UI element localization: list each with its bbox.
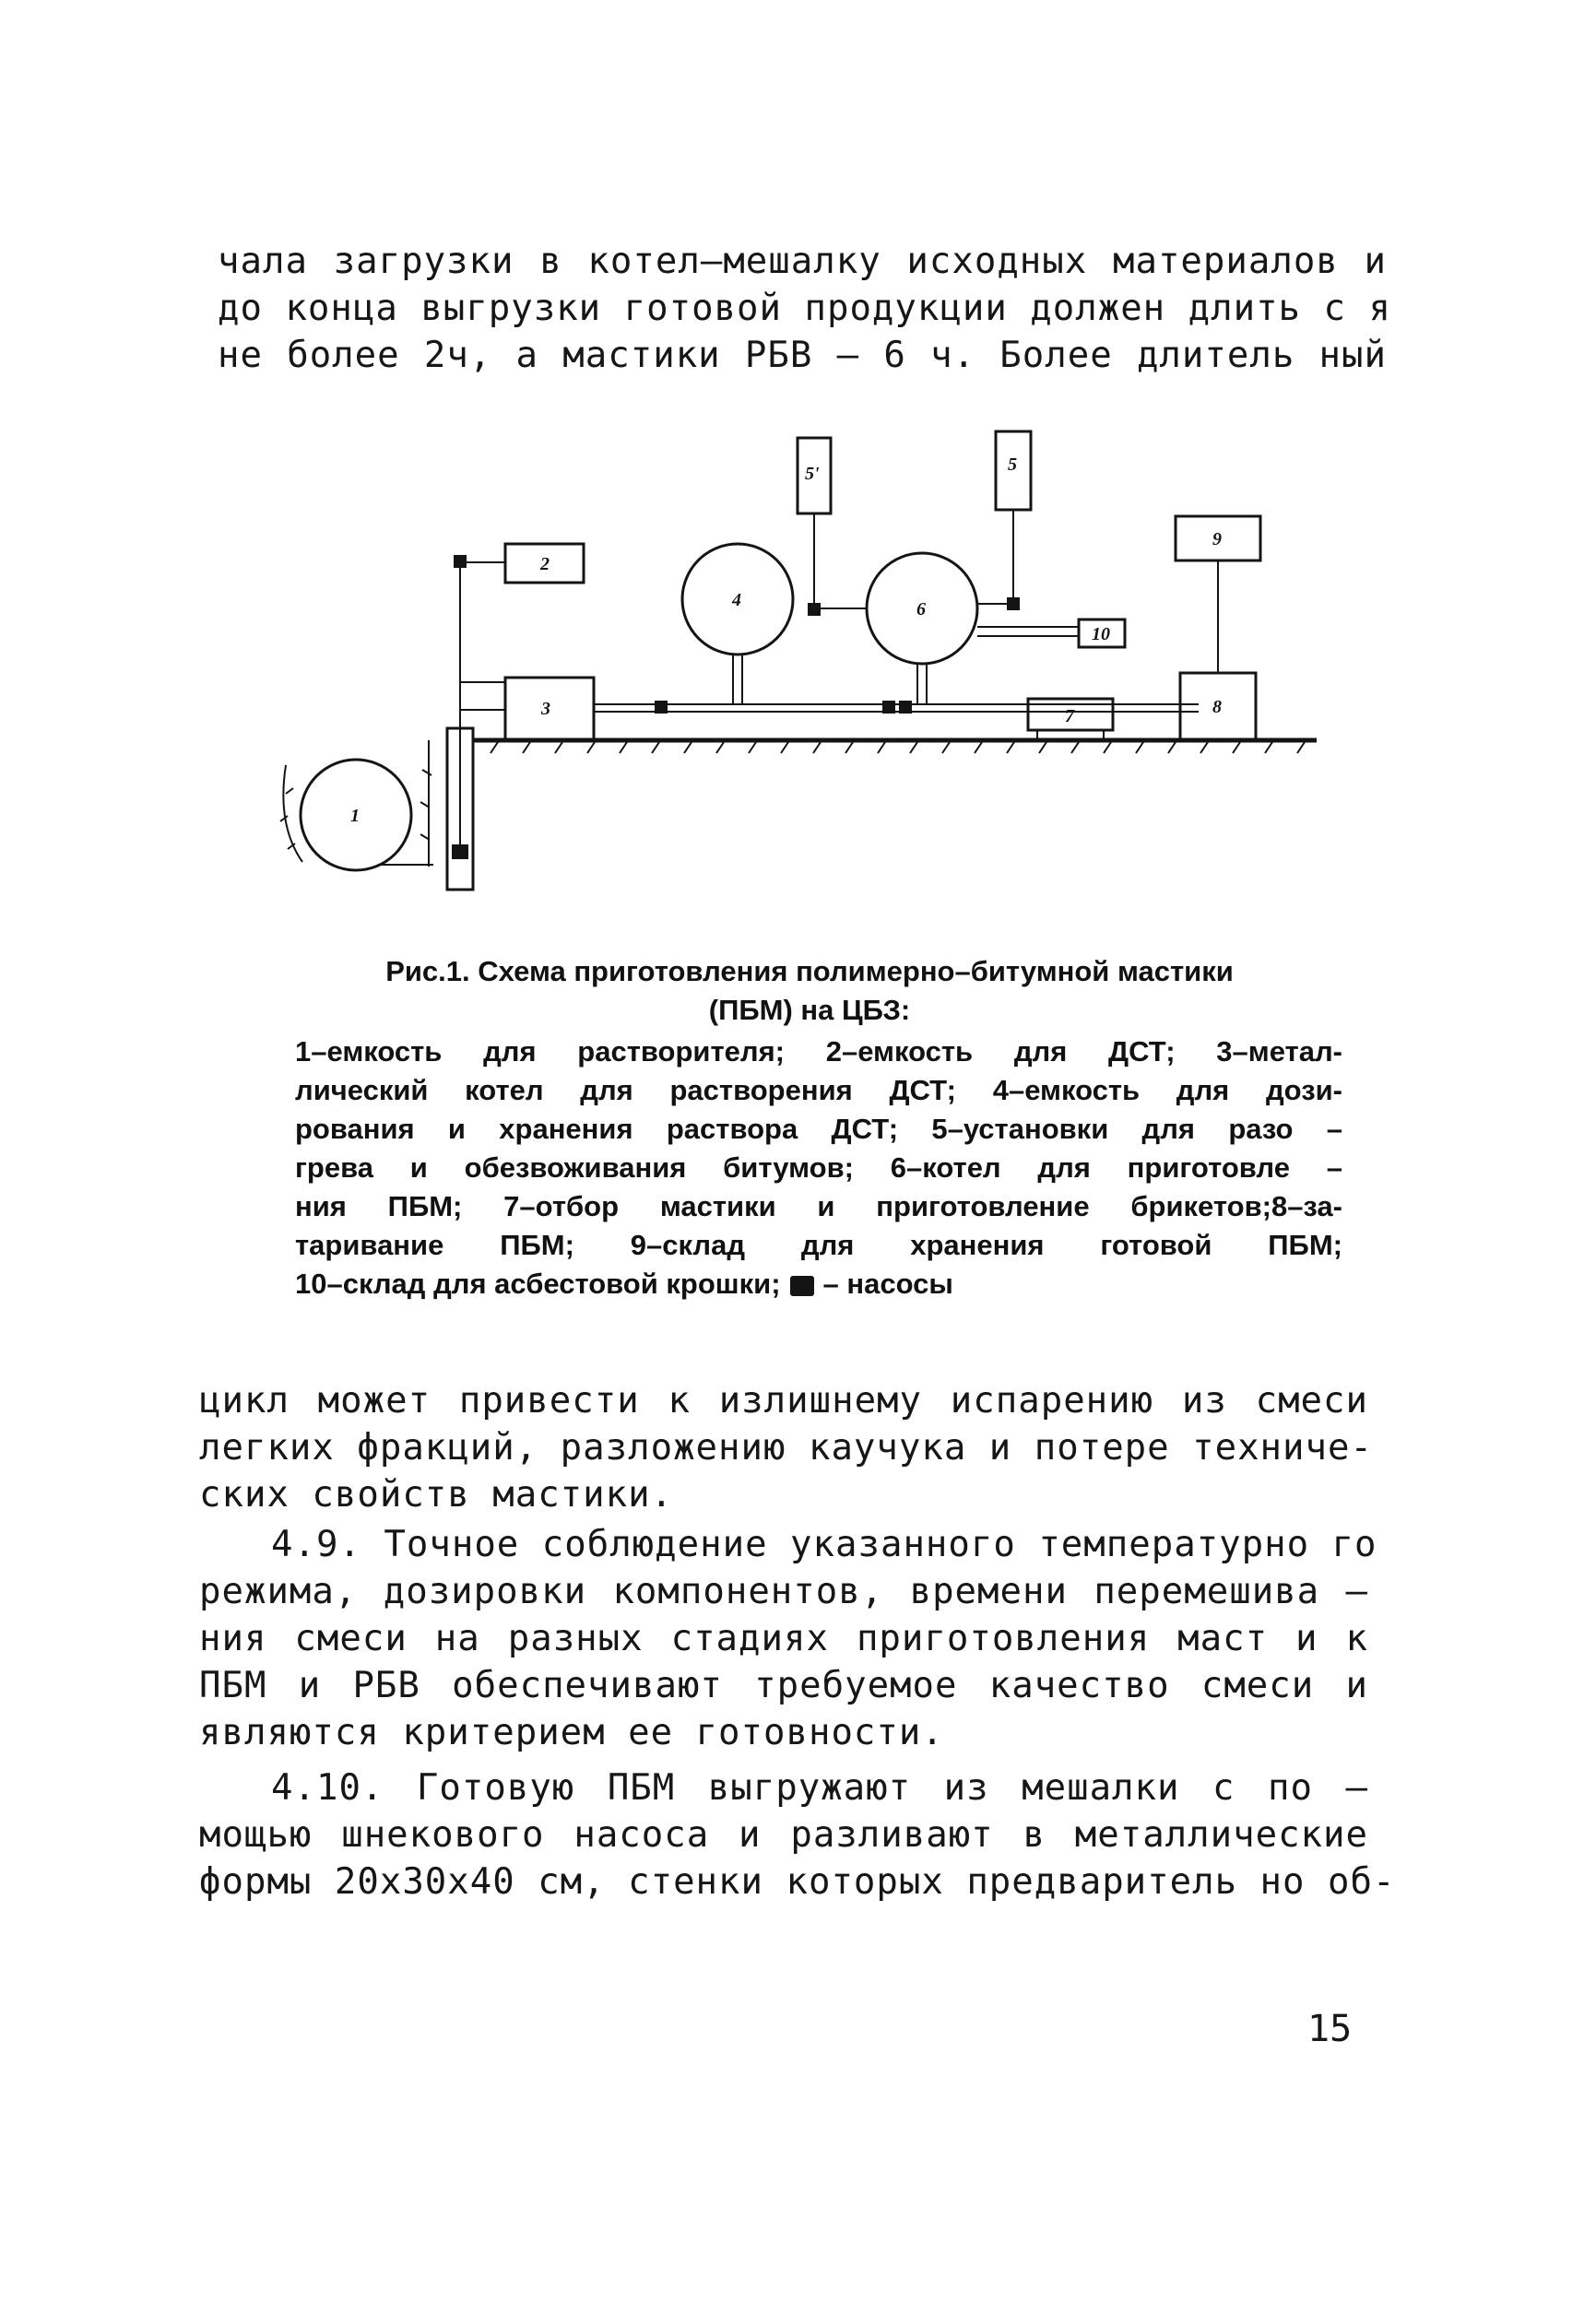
paragraph-4-9 <box>199 1521 1377 1756</box>
paragraph-cycle <box>199 1377 1373 1518</box>
legend-line-last <box>295 1265 1342 1304</box>
pump-icon <box>808 603 821 616</box>
text-line: режима, дозировки компонентов, времени перемешива – <box>199 1571 1368 1612</box>
pump-icon <box>1007 597 1020 610</box>
legend-text: 10–склад для асбестовой крошки; <box>295 1268 781 1300</box>
page-number: 15 <box>1307 2008 1353 2050</box>
legend-line: грева и обезвоживания битумов; 6–котел для приготовле – <box>295 1151 1342 1184</box>
text-line: мощью шнекового насоса и разливают в металлические <box>199 1814 1368 1856</box>
pump-icon <box>454 555 467 568</box>
label-7: 7 <box>1065 706 1074 726</box>
figure-caption-title <box>295 952 1324 1030</box>
label-4: 4 <box>732 590 741 610</box>
legend-line: лический котел для растворения ДСТ; 4–емкость для дози- <box>295 1074 1342 1106</box>
pump-symbol-icon <box>790 1276 814 1296</box>
label-5: 5 <box>1008 454 1017 475</box>
pump-icon <box>882 701 895 714</box>
paragraph-4-10 <box>199 1764 1396 1905</box>
text-line: 4.10. Готовую ПБМ выгружают из мешалки с по – <box>271 1767 1368 1809</box>
label-8: 8 <box>1212 697 1222 717</box>
text-line: чала загрузки в котел–мешалку исходных материалов и <box>218 241 1387 282</box>
legend-line: 1–емкость для растворителя; 2–емкость для ДСТ; 3–метал- <box>295 1035 1342 1068</box>
caption-line: Рис.1. Схема приготовления полимерно–битумной мастики <box>385 955 1234 987</box>
label-6: 6 <box>916 599 926 619</box>
pump-icon <box>452 844 468 859</box>
legend-line: рования и хранения раствора ДСТ; 5–установки для разо – <box>295 1113 1342 1145</box>
text-line: легких фракций, разложению каучука и потере техниче- <box>199 1427 1373 1469</box>
legend-line: ния ПБМ; 7–отбор мастики и приготовление брикетов;8–за- <box>295 1190 1342 1222</box>
text-line: ния смеси на разных стадиях приготовления маст и к <box>199 1618 1368 1659</box>
label-5-prime: 5' <box>805 464 820 484</box>
text-line: ПБМ и РБВ обеспечивают требуемое качество смеси и <box>199 1665 1368 1706</box>
legend-text: – насосы <box>822 1268 953 1300</box>
text-line: цикл может привести к излишнему испарению из смеси <box>199 1380 1368 1422</box>
label-9: 9 <box>1212 529 1222 549</box>
text-line: являются критерием ее готовности. <box>199 1712 944 1753</box>
pump-icon <box>899 701 912 714</box>
text-line: 4.9. Точное соблюдение указанного температурно го <box>271 1524 1377 1565</box>
text-line: ских свойств мастики. <box>199 1474 674 1516</box>
text-line: до конца выгрузки готовой продукции должен длить с я <box>218 288 1391 329</box>
paragraph-top <box>218 238 1391 379</box>
label-3: 3 <box>541 699 550 719</box>
label-2: 2 <box>540 554 550 574</box>
text-line: не более 2ч, а мастики РБВ – 6 ч. Более длитель ный <box>218 335 1387 376</box>
legend-line: таривание ПБМ; 9–склад для хранения готовой ПБМ; <box>295 1229 1342 1261</box>
label-1: 1 <box>350 806 360 826</box>
label-10: 10 <box>1092 624 1110 644</box>
process-flow-diagram <box>277 424 1318 903</box>
figure-legend <box>295 1032 1342 1304</box>
caption-line: (ПБМ) на ЦБЗ: <box>708 994 911 1026</box>
text-line: формы 20х30х40 см, стенки которых предваритель но об- <box>199 1861 1396 1903</box>
pump-icon <box>655 701 668 714</box>
